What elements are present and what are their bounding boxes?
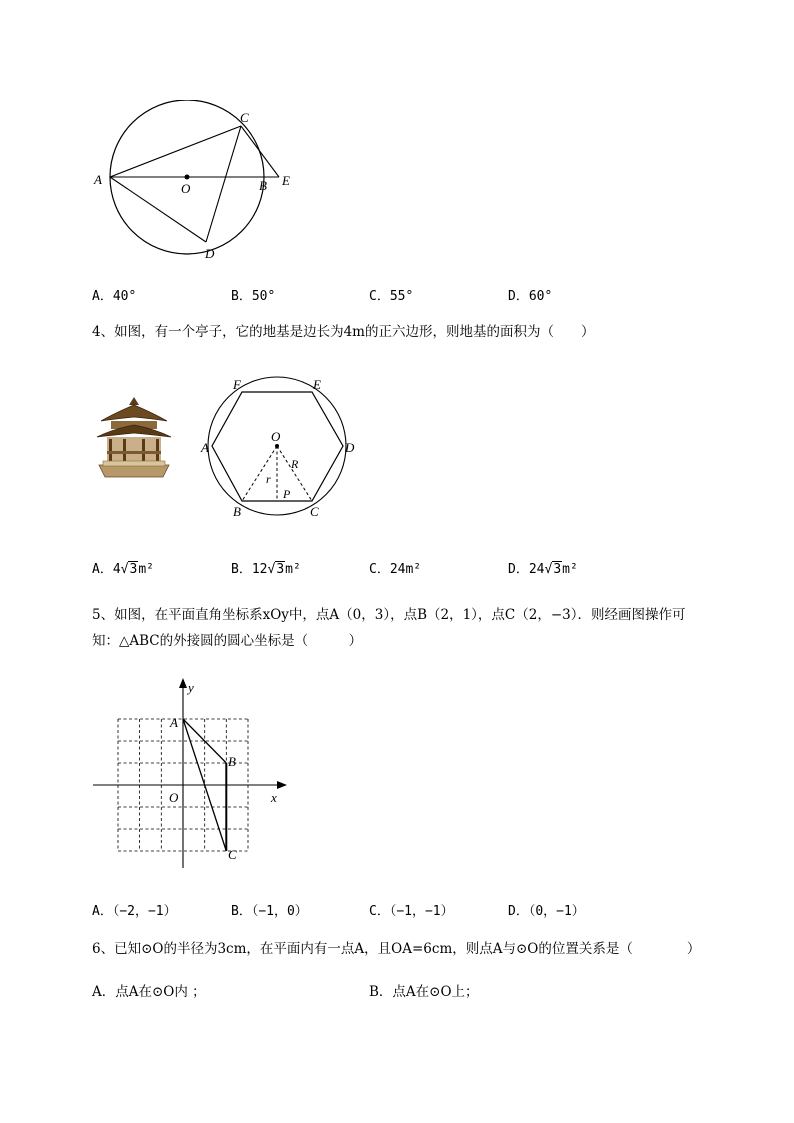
- q4-stem: 4、如图，有一个亭子，它的地基是边长为4m的正六边形，则地基的面积为（ ）: [92, 324, 595, 340]
- q4-option-d: D．24√3m²: [508, 562, 578, 577]
- q6-stem: 6、已知⊙O的半径为3cm，在平面内有一点A，且OA=6cm，则点A与⊙O的位置关系是（ ）: [92, 941, 701, 957]
- label-f: F: [233, 377, 241, 392]
- center-dot: [275, 444, 279, 448]
- label-b: B: [233, 504, 241, 519]
- label-e: E: [313, 377, 321, 392]
- q5-option-d: D．（0，−1）: [508, 904, 585, 919]
- q6-option-b: B．点A在⊙O上；: [369, 984, 479, 1000]
- label-y: y: [188, 680, 194, 695]
- label-r-big: R: [291, 457, 299, 471]
- q5-stem-line1: 5、如图，在平面直角坐标系xOy中，点A（0，3），点B（2，1），点C（2，−3）．则经画图操作可: [92, 607, 686, 623]
- segment-cd: [206, 126, 241, 242]
- label-c: C: [228, 847, 237, 862]
- label-a: A: [94, 172, 102, 187]
- label-x: x: [271, 790, 277, 805]
- hexagon-figure: [198, 372, 358, 522]
- label-o: O: [169, 790, 179, 805]
- segment-ac: [110, 126, 241, 177]
- q6-option-a: A．点A在⊙O内 ；: [92, 984, 206, 1000]
- q3-option-c: C．55°: [369, 289, 414, 304]
- q3-option-d: D．60°: [508, 289, 553, 304]
- pavilion-image: [95, 395, 173, 485]
- label-e: E: [282, 173, 290, 188]
- q5-option-a: A．（−2，−1）: [92, 904, 177, 919]
- label-b: B: [228, 754, 236, 769]
- q4-option-b: B．12√3m²: [231, 562, 301, 577]
- q5-stem-line2: 知：△ABC的外接圆的圆心坐标是（ ）: [92, 633, 363, 649]
- label-o: O: [181, 181, 191, 196]
- y-axis-arrow: [179, 678, 187, 688]
- label-a: A: [170, 715, 178, 730]
- label-c: C: [310, 504, 319, 519]
- center-dot: [185, 175, 190, 180]
- x-axis-arrow: [277, 781, 287, 789]
- q5-option-b: B．（−1，0）: [231, 904, 308, 919]
- label-a: A: [201, 440, 209, 455]
- q5-option-c: C．（−1，−1）: [369, 904, 454, 919]
- circle-tangent-figure: [85, 100, 305, 270]
- segment-ob: [242, 446, 277, 501]
- q4-option-a: A．4√3m²: [92, 562, 154, 577]
- label-d: D: [205, 246, 215, 261]
- coordinate-figure: [90, 675, 295, 875]
- q3-option-a: A．40°: [92, 289, 137, 304]
- q3-option-b: B．50°: [231, 289, 276, 304]
- segment-ad: [110, 177, 206, 242]
- label-r-small: r: [266, 472, 271, 486]
- label-p: P: [283, 487, 291, 501]
- label-d: D: [345, 440, 355, 455]
- segment-ce: [241, 126, 279, 177]
- q4-option-c: C．24m²: [369, 562, 422, 577]
- label-b: B: [259, 178, 267, 193]
- label-c: C: [240, 110, 249, 125]
- label-o: O: [271, 429, 281, 444]
